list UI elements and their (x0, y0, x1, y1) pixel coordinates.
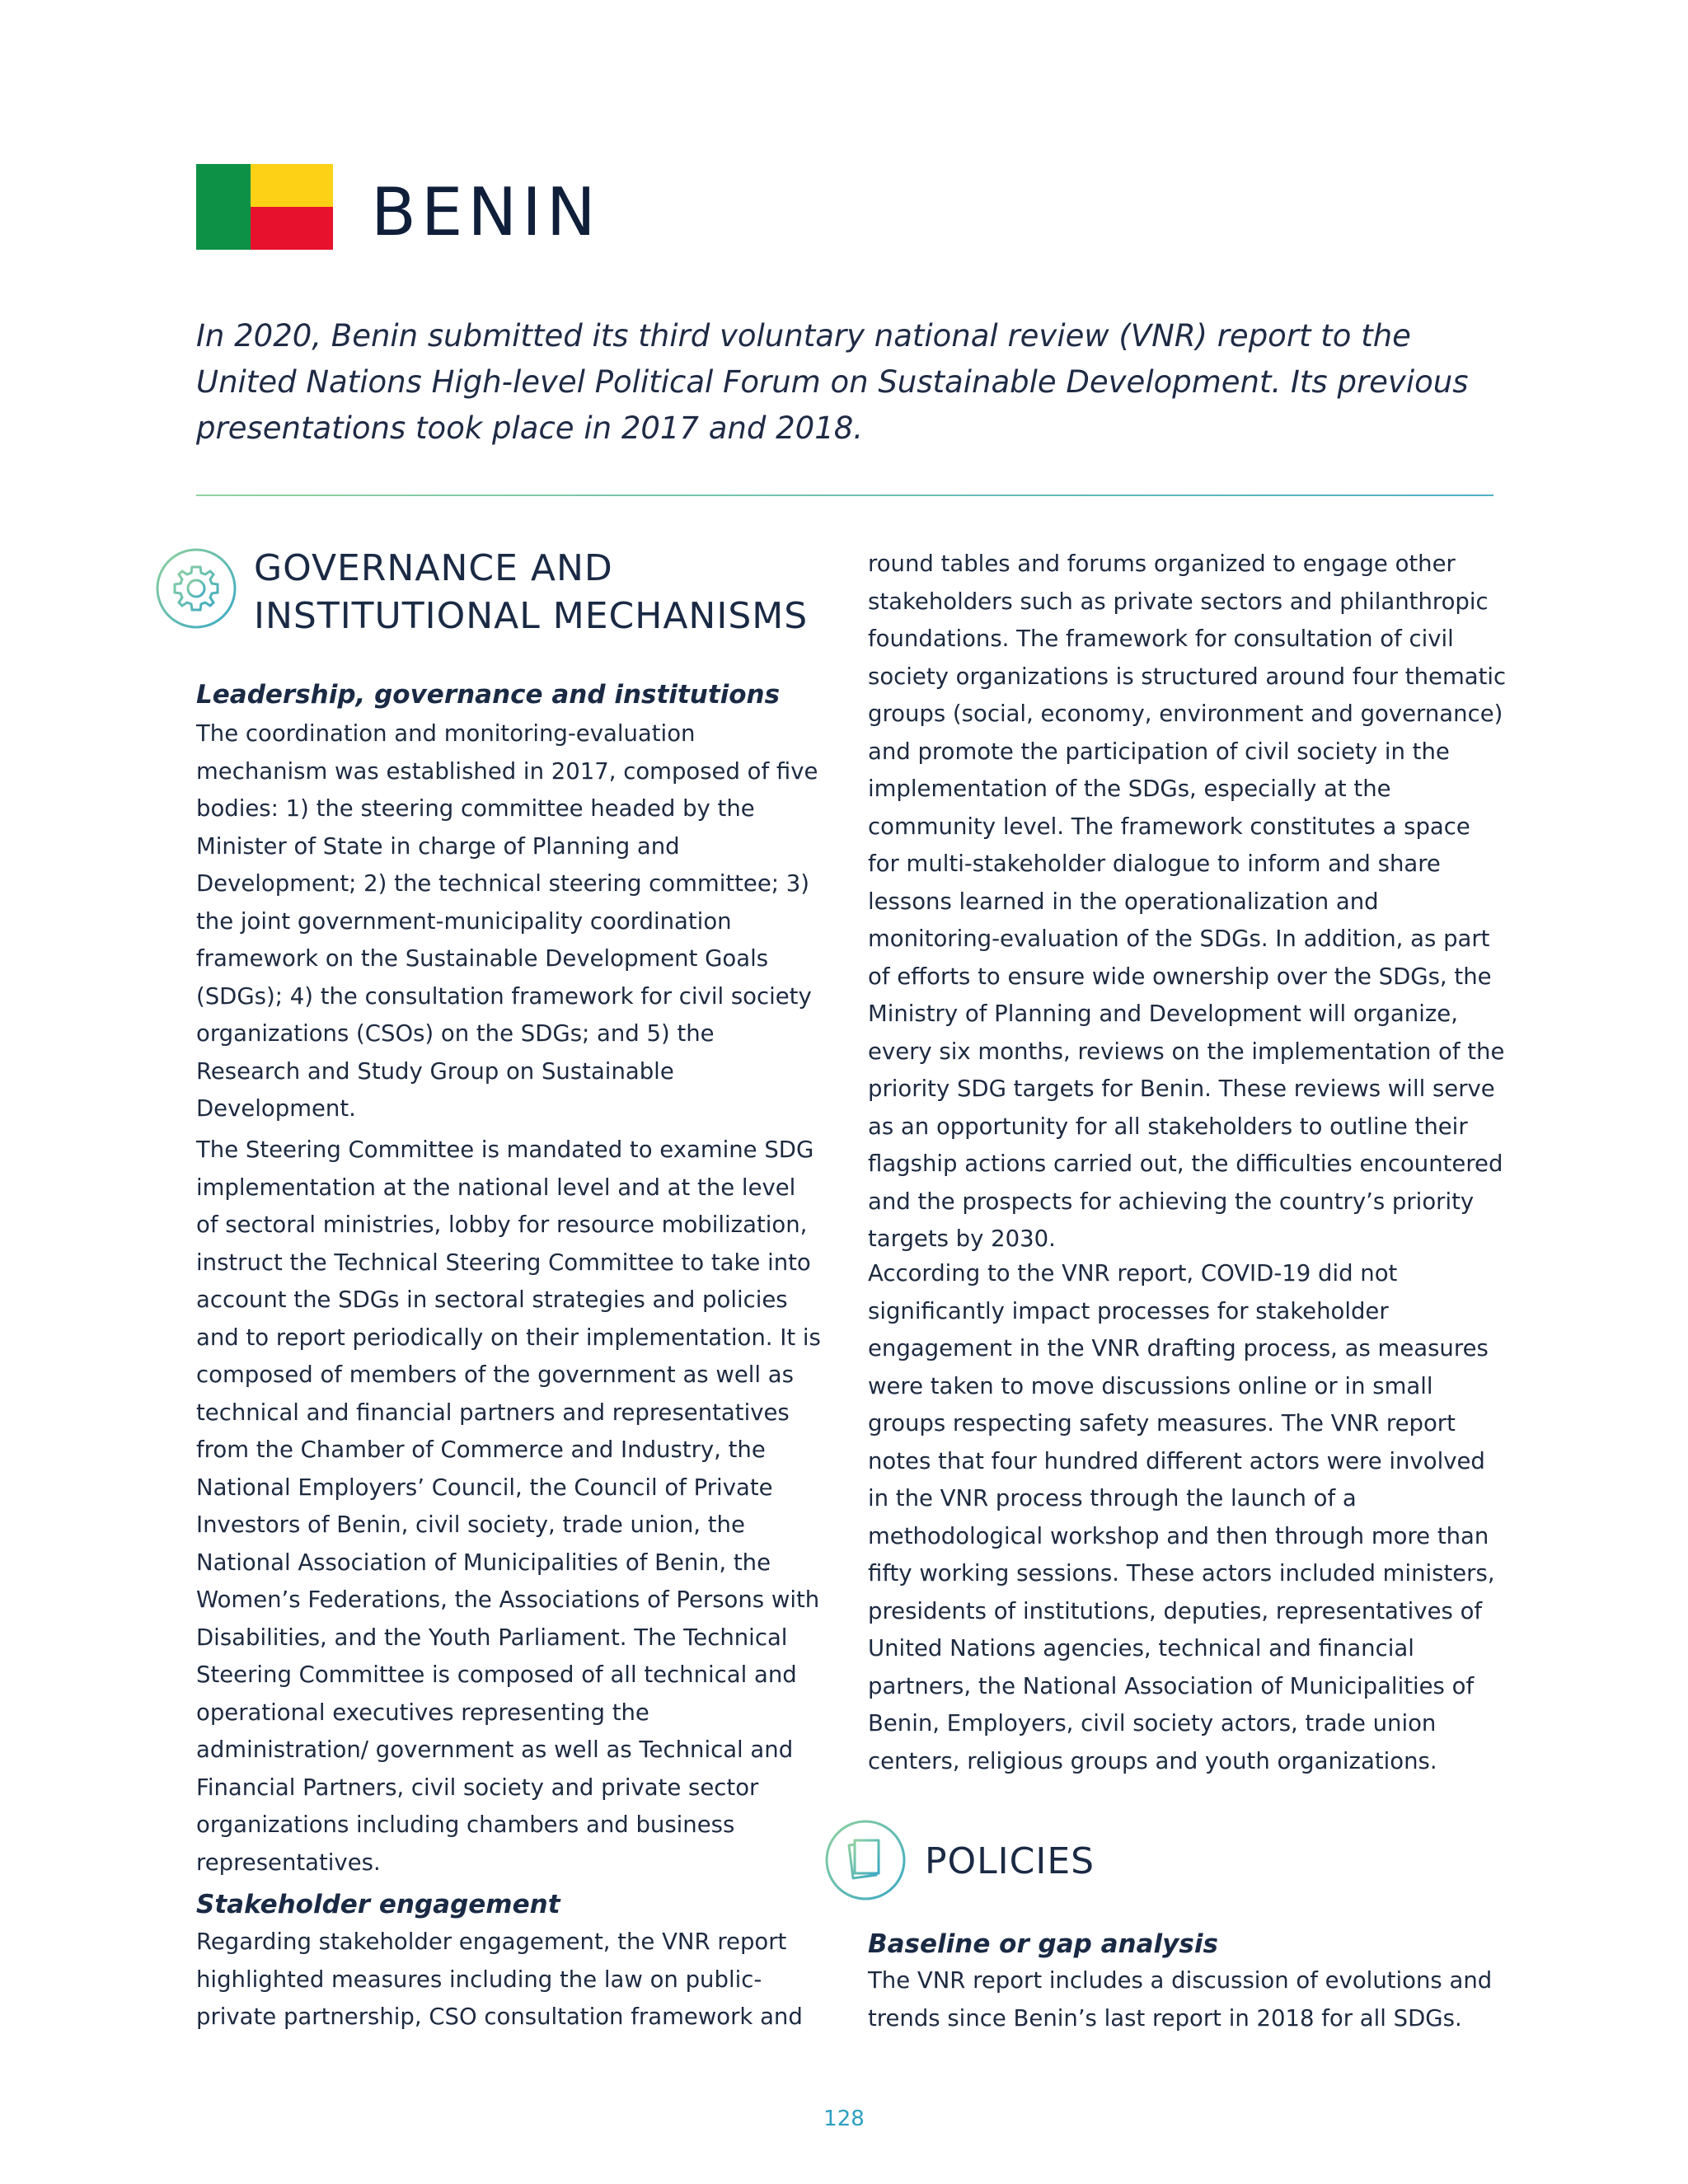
title-line-2: INSTITUTIONAL MECHANISMS (254, 595, 809, 637)
section-title-policies: POLICIES (925, 1840, 1095, 1882)
page-number: 128 (823, 2107, 865, 2131)
section-divider (196, 494, 1493, 496)
flag-red-band (251, 207, 333, 250)
subheading-stakeholder: Stakeholder engagement (196, 1890, 560, 1919)
intro-summary: In 2020, Benin submitted its third voluntary national review (VNR) report to the United Nations High-level Political Forum on Sustainable Development. Its previous presentations took place in 2017 and 2018. (196, 318, 1469, 446)
country-title: BENIN (371, 174, 601, 251)
paragraph-steering-committee: The Steering Committee is mandated to examine SDG implementation at the national level and at the level of sectoral ministries, lobby for resource mobilization, instruct the Technical Steering Committee to take into account the SDGs in sectoral strategies and policies and to report periodically on their implementation. It is composed of members of the government as well as technical and financial partners and representatives from the Chamber of Commerce and Industry, the National Employers’ Council, the Council of Private Investors of Benin, civil society, trade union, the National Association of Municipalities of Benin, the Women’s Federations, the Associations of Persons with Disabilities, and the Youth Parliament. The Technical Steering Committee is composed of all technical and operational executives representing the administration/ government as well as Technical and Financial Partners, civil society and private sector organizations including chambers and business representatives. (196, 1137, 821, 1876)
paragraph-baseline: The VNR report includes a discussion of evolutions and trends since Benin’s last report in 2018 for all SDGs. (868, 1967, 1493, 2032)
paragraph-stakeholder: Regarding stakeholder engagement, the VNR report highlighted measures including the law on public-private partnership, CSO consultation framework and (196, 1929, 803, 2030)
paragraph-leadership: The coordination and monitoring-evaluation mechanism was established in 2017, composed of five bodies: 1) the steering committee headed by the Minister of State in charge of Planning and Development; 2) the technical steering committee; 3) the joint government-municipality coordination framework on the Sustainable Development Goals (SDGs); 4) the consultation framework for civil society organizations (CSOs) on the SDGs; and 5) the Research and Study Group on Sustainable Development. (196, 720, 818, 1122)
flag-yellow-band (251, 164, 333, 207)
paragraph-stakeholder-continued: round tables and forums organized to engage other stakeholders such as private sectors and philanthropic foundations. The framework for consultation of civil society organizations is structured around four thematic groups (social, economy, environment and governance) and promote the participation of civil society in the implementation of the SDGs, especially at the community level. The framework constitutes a space for multi-stakeholder dialogue to inform and share lessons learned in the operationalization and monitoring-evaluation of the SDGs. In addition, as part of efforts to ensure wide ownership over the SDGs, the Ministry of Planning and Development will organize, every six months, reviews on the implementation of the priority SDG targets for Benin. These reviews will serve as an opportunity for all stakeholders to outline their flagship actions carried out, the difficulties encountered and the prospects for achieving the country’s priority targets by 2030. (868, 551, 1507, 1252)
paragraph-covid: According to the VNR report, COVID-19 did not significantly impact processes for stakeholder engagement in the VNR drafting process, as measures were taken to move discussions online or in small groups respecting safety measures. The VNR report notes that four hundred different actors were involved in the VNR process through the launch of a methodological workshop and then through more than fifty working sessions. These actors included ministers, presidents of institutions, deputies, representatives of United Nations agencies, technical and financial partners, the National Association of Municipalities of Benin, Employers, civil society actors, trade union centers, religious groups and youth organizations. (868, 1260, 1495, 1774)
subheading-leadership: Leadership, governance and institutions (196, 680, 781, 710)
flag-green-band (196, 164, 251, 250)
documents-icon (824, 1819, 907, 1901)
gear-icon (155, 547, 237, 630)
section-title-governance (254, 545, 808, 640)
title-line-1: GOVERNANCE AND (254, 547, 613, 589)
benin-flag (196, 164, 333, 250)
subheading-baseline: Baseline or gap analysis (868, 1929, 1218, 1959)
